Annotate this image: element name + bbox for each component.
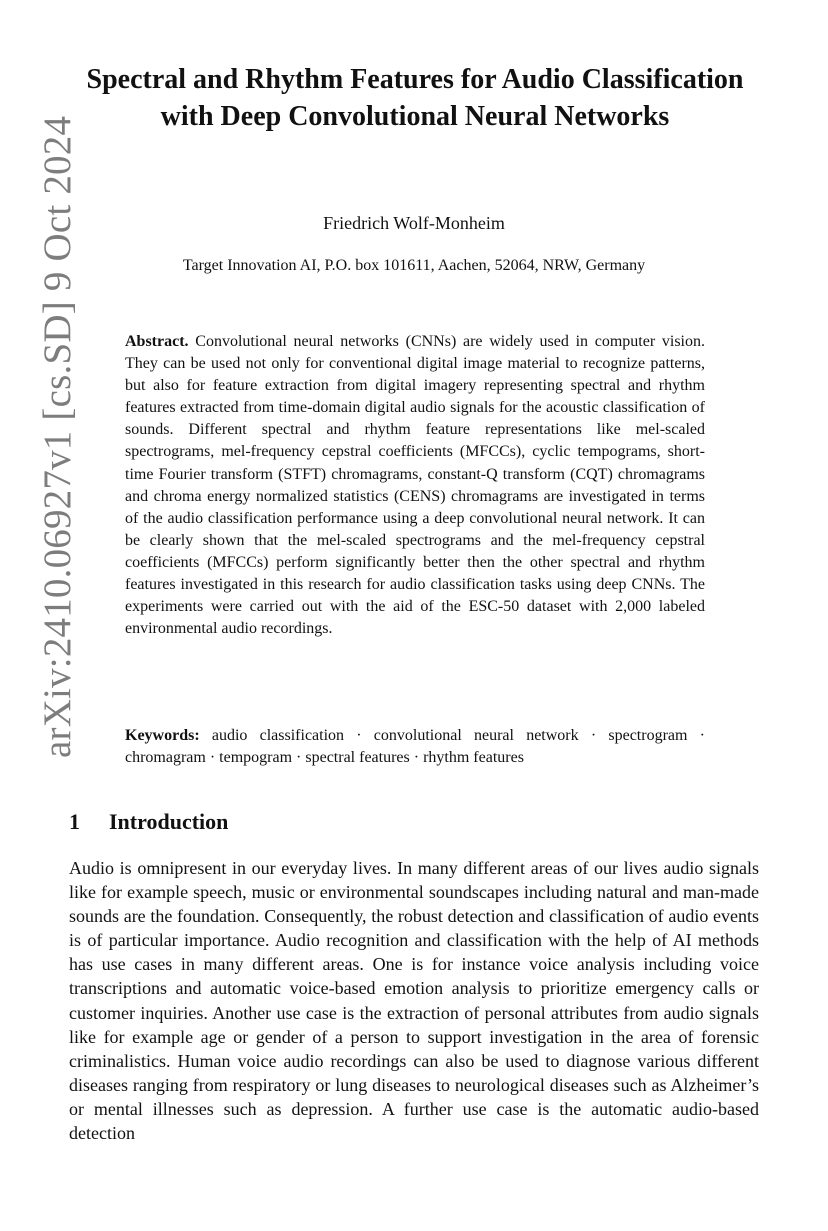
section-title: Introduction [109, 809, 229, 834]
arxiv-identifier-stamp: arXiv:2410.06927v1 [cs.SD] 9 Oct 2024 [36, 115, 79, 758]
section-heading-introduction [69, 808, 228, 836]
paper-title: Spectral and Rhythm Features for Audio Classification with Deep Convolutional Neural Networks [86, 64, 744, 132]
keywords-label: Keywords: [125, 727, 212, 744]
keywords [125, 725, 705, 769]
author-affiliation: Target Innovation AI, P.O. box 101611, Aachen, 52064, NRW, Germany [182, 257, 646, 274]
introduction-paragraph: Audio is omnipresent in our everyday lives. In many different areas of our lives audio signals like for example speech, music or environmental soundscapes including natural and man-made sounds are the foundation. Consequently, the robust detection and classification of audio events is of particular importance. Audio recognition and classification with the help of AI methods has use cases in many different areas. One is for instance voice analysis including voice transcriptions and automatic voice-based emotion analysis to prioritize emergency calls or customer inquiries. Another use case is the extraction of personal attributes from audio signals like for example age or gender of a person to support investigation in the area of forensic criminalistics. Human voice audio recordings can also be used to diagnose various different diseases ranging from respiratory or lung diseases to neurological diseases such as Alzheimer’s or mental illnesses such as depression. A further use case is the automatic audio-based detection [69, 858, 759, 1144]
abstract-label: Abstract. [125, 333, 196, 350]
section-number: 1 [69, 809, 80, 834]
author-name: Friedrich Wolf-Monheim [323, 213, 505, 233]
abstract-text: Convolutional neural networks (CNNs) are widely used in computer vision. They can be used not only for conventional digital image material to recognize patterns, but also for feature extraction from digital imagery representing spectral and rhythm features extracted from time-domain digital audio signals for the acoustic classification of sounds. Different spectral and rhythm feature representations like mel-scaled spectrograms, mel-frequency cepstral coefficients (MFCCs), cyclic tempograms, short-time Fourier transform (STFT) chromagrams, constant-Q transform (CQT) chromagrams and chroma energy normalized statistics (CENS) chromagrams are investigated in terms of the audio classification performance using a deep convolutional neural network. It can be clearly shown that the mel-scaled spectrograms and the mel-frequency cepstral coefficients (MFCCs) perform significantly better then the other spectral and rhythm features investigated in this research for audio classification tasks using deep CNNs. The experiments were carried out with the aid of the ESC-50 dataset with 2,000 labeled environmental audio recordings. [125, 333, 705, 638]
abstract [125, 331, 705, 640]
keywords-text: audio classification · convolutional neural network · spectrogram · chromagram · tempogram · spectral features · rhythm features [125, 727, 705, 767]
